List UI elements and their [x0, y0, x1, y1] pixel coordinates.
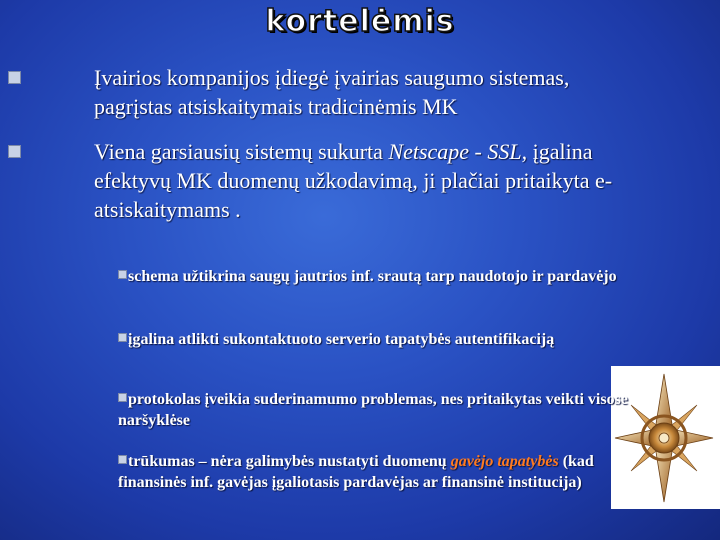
slide-title: kortelėmis	[265, 4, 455, 39]
sub-bullet-2	[118, 329, 658, 350]
bullet-text-part: įgalina efektyvų MK duomenų užkodavimą, ji plačiai pritaikyta e-atsiskaitymams .	[94, 139, 613, 222]
sub-bullet-square-icon	[118, 393, 127, 402]
bullet-item-1	[62, 63, 652, 121]
bullet-square-icon	[8, 71, 21, 84]
sub-bullet-square-icon	[118, 455, 127, 464]
bullet-square-icon	[8, 145, 21, 158]
sub-bullet-1	[118, 266, 658, 287]
sub-bullet-3	[118, 389, 658, 431]
bullet-text-part: Viena garsiausių sistemų sukurta	[94, 139, 389, 164]
sub-bullet-square-icon	[118, 270, 127, 279]
sub-bullet-text-part: trūkumas – nėra galimybės nustatyti duomenų	[128, 453, 451, 470]
bullet-text-italic: Netscape - SSL,	[388, 139, 528, 164]
highlighted-term: gavėjo	[450, 453, 494, 470]
sub-bullet-text: įgalina atlikti sukontaktuoto serverio tapatybės autentifikaciją	[128, 331, 555, 348]
sub-bullet-text: protokolas įveikia suderinamumo problemas, nes pritaikytas veikti visose naršyklėse	[118, 391, 628, 429]
sub-bullet-text: schema užtikrina saugų jautrios inf. srautą tarp naudotojo ir pardavėjo	[128, 268, 617, 285]
sub-bullet-text-part: (kad finansinės inf. gavėjas įgaliotasis pardavėjas ar finansinė institucija)	[118, 453, 594, 491]
bullet-text: Įvairios kompanijos įdiegė įvairias saugumo sistemas, pagrįstas atsiskaitymais tradicinėmis MK	[94, 65, 570, 119]
bullet-item-2	[62, 137, 652, 224]
sub-bullet-square-icon	[118, 333, 127, 342]
highlighted-term: tapatybės	[497, 453, 559, 470]
sub-bullet-4	[118, 451, 658, 493]
bullet-text	[62, 137, 652, 224]
